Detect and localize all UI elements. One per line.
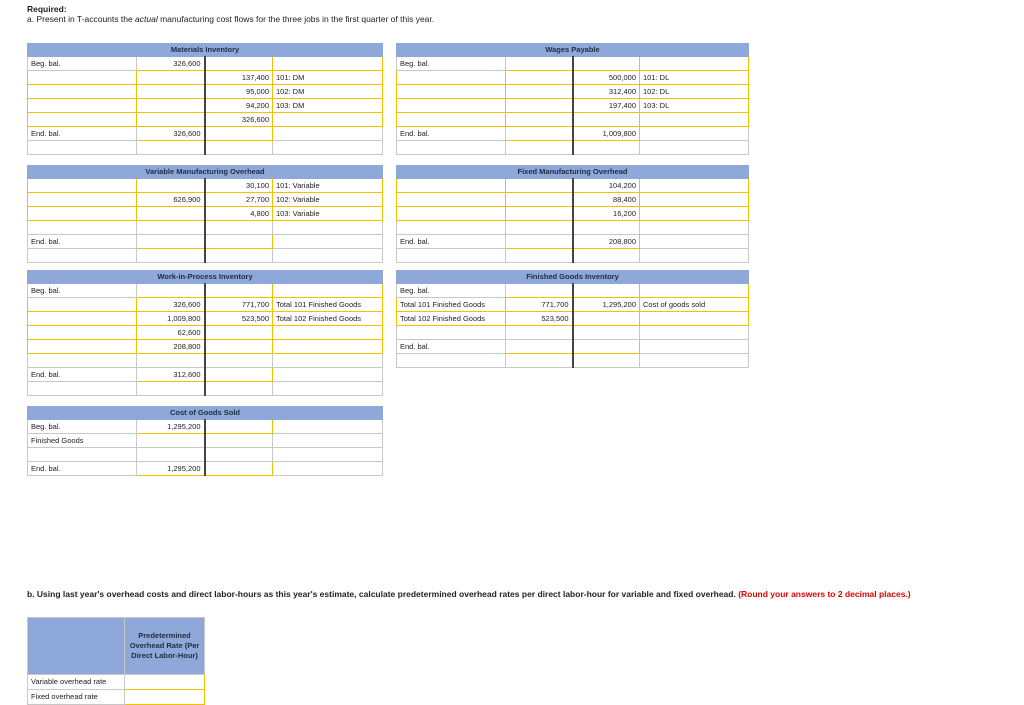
finished-goods-table (396, 270, 749, 368)
part-a-suffix: manufacturing cost flows for the three jobs in the first quarter of this year. (157, 14, 435, 24)
fg-debit-1[interactable]: 771,700 (506, 298, 573, 312)
wp-credit-1[interactable]: 500,000 (573, 71, 640, 85)
blank-cell (273, 448, 383, 462)
materials-inventory-table (27, 43, 383, 155)
blank-cell (273, 354, 383, 368)
blank-cell (137, 221, 205, 235)
end-bal-label: End. bal. (397, 340, 506, 354)
wp-credit-2-desc[interactable]: 102: DL (640, 85, 749, 99)
blank-cell (205, 382, 273, 396)
blank-cell (205, 249, 273, 263)
cogs-taccount (27, 406, 383, 476)
entry-cell[interactable] (506, 57, 573, 71)
blank-cell (28, 618, 125, 675)
part-a-prefix: a. Present in T-accounts the (27, 14, 136, 24)
overhead-rate-table-wrap (27, 617, 205, 705)
part-a-italic: actual (135, 14, 158, 24)
blank-cell (506, 326, 573, 340)
beg-bal-label: Beg. bal. (397, 57, 506, 71)
end-bal-label: End. bal. (28, 462, 137, 476)
entry-cell[interactable] (506, 235, 573, 249)
blank-cell (28, 141, 137, 155)
part-b-rounding-note: (Round your answers to 2 decimal places.) (738, 589, 911, 599)
entry-cell[interactable] (640, 207, 749, 221)
end-bal-label: End. bal. (28, 127, 137, 141)
entry-cell[interactable] (506, 284, 573, 298)
mi-credit-3[interactable]: 94,200 (205, 99, 273, 113)
blank-cell (273, 141, 383, 155)
end-bal-label: End. bal. (28, 368, 137, 382)
blank-cell (273, 434, 383, 448)
finished-goods-taccount (396, 270, 749, 368)
wp-end-credit[interactable]: 1,009,800 (573, 127, 640, 141)
entry-cell[interactable] (28, 113, 137, 127)
wp-credit-3[interactable]: 197,400 (573, 99, 640, 113)
wip-credit-2[interactable]: 523,500 (205, 312, 273, 326)
wip-credit-2-desc[interactable]: Total 102 Finished Goods (273, 312, 383, 326)
entry-cell[interactable] (28, 326, 137, 340)
entry-cell[interactable] (137, 85, 205, 99)
blank-cell (28, 382, 137, 396)
mi-credit-3-desc[interactable]: 103: DM (273, 99, 383, 113)
fo-credit-3[interactable]: 16,200 (573, 207, 640, 221)
entry-cell[interactable] (273, 340, 383, 354)
blank-cell (273, 221, 383, 235)
wip-table (27, 270, 383, 396)
wip-debit-1[interactable]: 326,600 (137, 298, 205, 312)
blank-cell (397, 221, 506, 235)
end-bal-label: End. bal. (28, 235, 137, 249)
entry-cell[interactable] (137, 207, 205, 221)
entry-cell[interactable] (205, 284, 273, 298)
wp-credit-1-desc[interactable]: 101: DL (640, 71, 749, 85)
blank-cell (640, 249, 749, 263)
wip-taccount (27, 270, 383, 396)
entry-cell[interactable] (137, 113, 205, 127)
wip-debit-4[interactable]: 208,800 (137, 340, 205, 354)
blank-cell (640, 354, 749, 368)
entry-cell[interactable] (205, 235, 273, 249)
entry-cell[interactable] (506, 179, 573, 193)
blank-cell (205, 448, 273, 462)
beg-bal-label: Beg. bal. (28, 57, 137, 71)
entry-cell[interactable] (205, 127, 273, 141)
fg-debit-2-label[interactable]: Total 102 Finished Goods (397, 312, 506, 326)
end-bal-label: End. bal. (397, 235, 506, 249)
cogs-title: Cost of Goods Sold (28, 407, 383, 420)
vo-credit-3[interactable]: 4,800 (205, 207, 273, 221)
fo-credit-2[interactable]: 88,400 (573, 193, 640, 207)
entry-cell[interactable] (397, 193, 506, 207)
blank-cell (640, 235, 749, 249)
blank-cell (205, 354, 273, 368)
blank-cell (273, 420, 383, 434)
variable-overhead-title: Variable Manufacturing Overhead (28, 166, 383, 179)
mi-credit-1[interactable]: 137,400 (205, 71, 273, 85)
fixed-overhead-table (396, 165, 749, 263)
blank-cell (273, 462, 383, 476)
entry-cell[interactable] (273, 57, 383, 71)
blank-cell (205, 141, 273, 155)
fixed-overhead-rate-label: Fixed overhead rate (28, 690, 125, 705)
part-a-instruction (27, 14, 434, 24)
wip-end-debit[interactable]: 312,600 (137, 368, 205, 382)
blank-cell (506, 221, 573, 235)
entry-cell[interactable] (506, 113, 573, 127)
beg-bal-label: Beg. bal. (28, 420, 137, 434)
blank-cell (573, 141, 640, 155)
wp-credit-3-desc[interactable]: 103: DL (640, 99, 749, 113)
cogs-table (27, 406, 383, 476)
overhead-rate-header: Predetermined Overhead Rate (Per Direct Labor-Hour) (125, 618, 205, 675)
materials-inventory-taccount (27, 43, 383, 155)
entry-cell[interactable] (573, 340, 640, 354)
entry-cell[interactable] (573, 312, 640, 326)
blank-cell (640, 340, 749, 354)
mi-credit-2[interactable]: 95,000 (205, 85, 273, 99)
end-bal-label: End. bal. (397, 127, 506, 141)
entry-cell[interactable] (137, 71, 205, 85)
blank-cell (137, 434, 205, 448)
wip-debit-3[interactable]: 62,600 (137, 326, 205, 340)
vo-debit[interactable]: 626,900 (137, 193, 205, 207)
wip-credit-1[interactable]: 771,700 (205, 298, 273, 312)
finished-goods-label: Finished Goods (28, 434, 137, 448)
mi-end-debit[interactable]: 326,600 (137, 127, 205, 141)
fg-debit-1-label[interactable]: Total 101 Finished Goods (397, 298, 506, 312)
vo-credit-1[interactable]: 30,100 (205, 179, 273, 193)
wages-payable-taccount (396, 43, 749, 155)
entry-cell[interactable] (506, 71, 573, 85)
blank-cell (397, 354, 506, 368)
blank-cell (28, 354, 137, 368)
entry-cell[interactable] (205, 462, 273, 476)
entry-cell[interactable] (28, 193, 137, 207)
blank-cell (640, 326, 749, 340)
wip-debit-2[interactable]: 1,009,800 (137, 312, 205, 326)
fo-end-credit[interactable]: 208,800 (573, 235, 640, 249)
blank-cell (573, 354, 640, 368)
entry-cell[interactable] (28, 207, 137, 221)
entry-cell[interactable] (137, 179, 205, 193)
blank-cell (397, 249, 506, 263)
wip-title: Work-in-Process Inventory (28, 271, 383, 284)
entry-cell[interactable] (397, 207, 506, 221)
blank-cell (137, 141, 205, 155)
entry-cell[interactable] (397, 113, 506, 127)
blank-cell (573, 326, 640, 340)
entry-cell[interactable] (28, 71, 137, 85)
vo-credit-2-desc[interactable]: 102: Variable (273, 193, 383, 207)
wp-credit-2[interactable]: 312,400 (573, 85, 640, 99)
wages-payable-title: Wages Payable (397, 44, 749, 57)
vo-credit-3-desc[interactable]: 103: Variable (273, 207, 383, 221)
blank-cell (640, 141, 749, 155)
wip-credit-1-desc[interactable]: Total 101 Finished Goods (273, 298, 383, 312)
entry-cell[interactable] (397, 99, 506, 113)
variable-overhead-rate-label: Variable overhead rate (28, 675, 125, 690)
entry-cell[interactable] (640, 179, 749, 193)
blank-cell (506, 249, 573, 263)
mi-beg-debit[interactable]: 326,600 (137, 57, 205, 71)
mi-credit-1-desc[interactable]: 101: DM (273, 71, 383, 85)
entry-cell[interactable] (640, 193, 749, 207)
blank-cell (137, 249, 205, 263)
blank-cell (28, 249, 137, 263)
mi-credit-4[interactable]: 326,600 (205, 113, 273, 127)
entry-cell[interactable] (205, 340, 273, 354)
entry-cell[interactable] (273, 113, 383, 127)
blank-cell (506, 141, 573, 155)
blank-cell (273, 127, 383, 141)
beg-bal-label: Beg. bal. (397, 284, 506, 298)
fo-credit-1[interactable]: 104,200 (573, 179, 640, 193)
entry-cell[interactable] (137, 235, 205, 249)
entry-cell[interactable] (205, 326, 273, 340)
entry-cell[interactable] (506, 127, 573, 141)
entry-cell[interactable] (573, 284, 640, 298)
entry-cell[interactable] (28, 179, 137, 193)
entry-cell[interactable] (28, 85, 137, 99)
entry-cell[interactable] (573, 113, 640, 127)
fixed-overhead-title: Fixed Manufacturing Overhead (397, 166, 749, 179)
blank-cell (397, 326, 506, 340)
fixed-overhead-rate-input[interactable] (125, 690, 205, 705)
vo-credit-1-desc[interactable]: 101: Variable (273, 179, 383, 193)
part-b-instruction (27, 589, 911, 599)
variable-overhead-rate-input[interactable] (125, 675, 205, 690)
entry-cell[interactable] (28, 99, 137, 113)
entry-cell[interactable] (506, 85, 573, 99)
blank-cell (273, 235, 383, 249)
blank-cell (137, 448, 205, 462)
fg-credit-desc[interactable]: Cost of goods sold (640, 298, 749, 312)
blank-cell (506, 354, 573, 368)
entry-cell[interactable] (28, 312, 137, 326)
blank-cell (137, 354, 205, 368)
materials-inventory-title: Materials Inventory (28, 44, 383, 57)
entry-cell[interactable] (205, 368, 273, 382)
wages-payable-table (396, 43, 749, 155)
mi-credit-2-desc[interactable]: 102: DM (273, 85, 383, 99)
entry-cell[interactable] (205, 57, 273, 71)
blank-cell (573, 249, 640, 263)
blank-cell (137, 382, 205, 396)
fixed-overhead-taccount (396, 165, 749, 263)
blank-cell (640, 221, 749, 235)
entry-cell[interactable] (397, 85, 506, 99)
entry-cell[interactable] (205, 420, 273, 434)
entry-cell[interactable] (506, 193, 573, 207)
blank-cell (573, 221, 640, 235)
entry-cell[interactable] (573, 57, 640, 71)
entry-cell[interactable] (137, 284, 205, 298)
blank-cell (28, 448, 137, 462)
entry-cell[interactable] (640, 284, 749, 298)
fg-debit-2[interactable]: 523,500 (506, 312, 573, 326)
entry-cell[interactable] (28, 298, 137, 312)
beg-bal-label: Beg. bal. (28, 284, 137, 298)
fg-credit[interactable]: 1,295,200 (573, 298, 640, 312)
variable-overhead-taccount (27, 165, 383, 263)
entry-cell[interactable] (397, 179, 506, 193)
required-heading: Required: (27, 4, 67, 14)
part-b-text: b. Using last year's overhead costs and direct labor-hours as this year's estimate, calculate predetermined overhead rates per direct labor-hour for variable and fixed overhead. (27, 589, 739, 599)
variable-overhead-table (27, 165, 383, 263)
entry-cell[interactable] (28, 340, 137, 354)
finished-goods-title: Finished Goods Inventory (397, 271, 749, 284)
entry-cell[interactable] (273, 326, 383, 340)
cogs-beg-debit[interactable]: 1,295,200 (137, 420, 205, 434)
entry-cell[interactable] (640, 312, 749, 326)
blank-cell (28, 221, 137, 235)
blank-cell (273, 382, 383, 396)
entry-cell[interactable] (640, 113, 749, 127)
entry-cell[interactable] (640, 57, 749, 71)
blank-cell (205, 434, 273, 448)
vo-credit-2[interactable]: 27,700 (205, 193, 273, 207)
entry-cell[interactable] (273, 284, 383, 298)
blank-cell (273, 249, 383, 263)
cogs-end-debit[interactable]: 1,295,200 (137, 462, 205, 476)
blank-cell (273, 368, 383, 382)
overhead-rate-table (27, 617, 205, 705)
entry-cell[interactable] (137, 99, 205, 113)
blank-cell (640, 127, 749, 141)
entry-cell[interactable] (506, 207, 573, 221)
blank-cell (205, 221, 273, 235)
blank-cell (397, 141, 506, 155)
entry-cell[interactable] (506, 340, 573, 354)
entry-cell[interactable] (506, 99, 573, 113)
entry-cell[interactable] (397, 71, 506, 85)
